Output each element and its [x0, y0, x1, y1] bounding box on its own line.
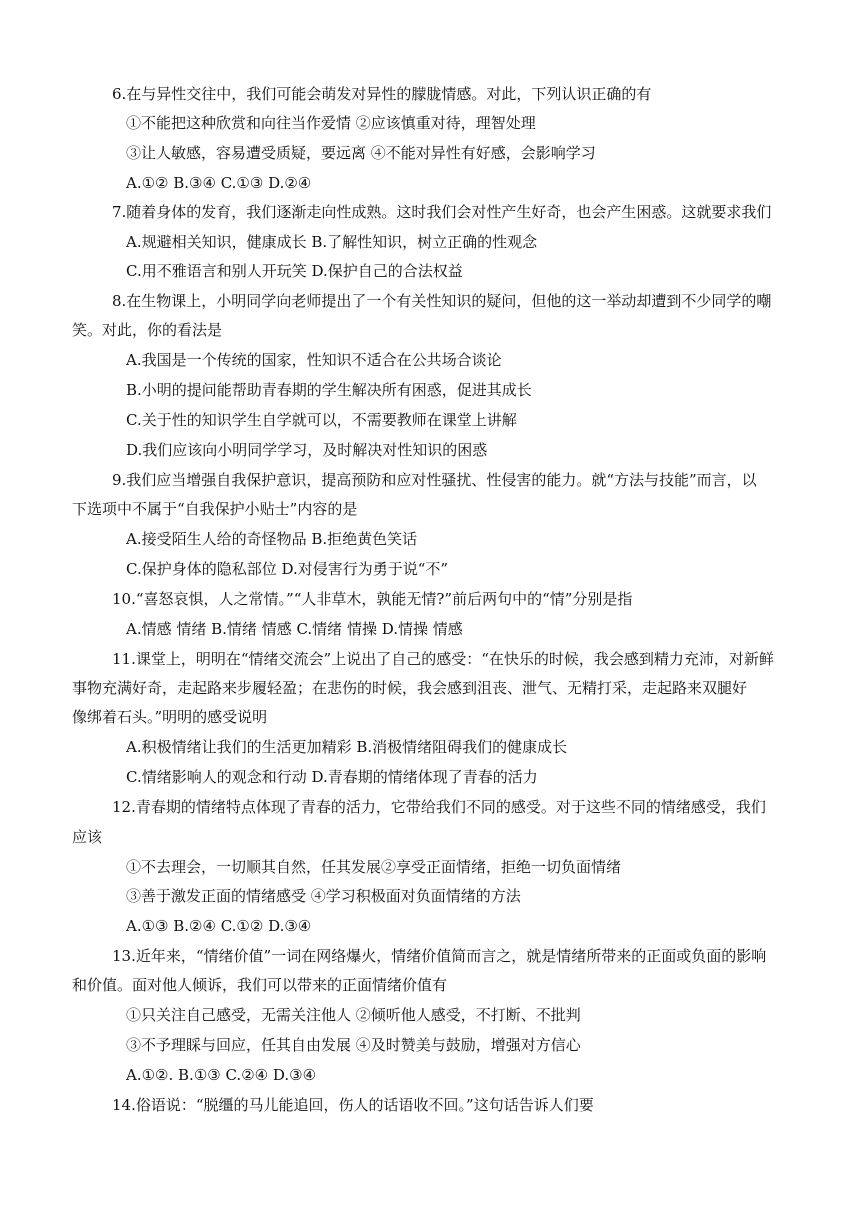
question-7-stem: 7.随着身体的发育，我们逐渐走向性成熟。这时我们会对性产生好奇，也会产生困惑。这就要求我们 [112, 203, 772, 221]
question-6-statements-1: ①不能把这种欣赏和向往当作爱情 ②应该慎重对待，理智处理 [126, 114, 536, 132]
question-8-option-c: C.关于性的知识学生自学就可以，不需要教师在课堂上讲解 [126, 411, 517, 429]
question-13-statements-2: ③不予理睬与回应，任其自由发展 ④及时赞美与鼓励，增强对方信心 [126, 1036, 581, 1054]
question-13-stem-2: 和价值。面对他人倾诉，我们可以带来的正面情绪价值有 [72, 976, 448, 994]
question-13-choices: A.①②. B.①③ C.②④ D.③④ [126, 1066, 317, 1084]
question-10-choices: A.情感 情绪 B.情绪 情感 C.情绪 情操 D.情操 情感 [126, 620, 463, 638]
question-8-option-d: D.我们应该向小明同学学习，及时解决对性知识的困惑 [126, 441, 488, 459]
question-12-statements-2: ③善于激发正面的情绪感受 ④学习积极面对负面情绪的方法 [126, 887, 521, 905]
question-11-options-ab: A.积极情绪让我们的生活更加精彩 B.消极情绪阻碍我们的健康成长 [126, 738, 568, 756]
question-11-stem-2: 事物充满好奇，走起路来步履轻盈；在悲伤的时候，我会感到沮丧、泄气、无精打采，走起路来双腿好 [72, 679, 748, 697]
question-12-stem-2: 应该 [72, 828, 103, 846]
question-8-option-b: B.小明的提问能帮助青春期的学生解决所有困惑，促进其成长 [126, 381, 532, 399]
question-8-stem-1: 8.在生物课上，小明同学向老师提出了一个有关性知识的疑问，但他的这一举动却遭到不少同学的嘲 [112, 292, 772, 310]
question-13-stem-1: 13.近年来，“情绪价值”一词在网络爆火，情绪价值简而言之，就是情绪所带来的正面或负面的影响 [112, 947, 767, 965]
question-8-option-a: A.我国是一个传统的国家，性知识不适合在公共场合谈论 [126, 351, 502, 369]
question-11-stem-3: 像绑着石头。”明明的感受说明 [72, 708, 268, 726]
question-6-stem: 6.在与异性交往中，我们可能会萌发对异性的朦胧情感。对此，下列认识正确的有 [112, 85, 652, 103]
question-12-choices: A.①③ B.②④ C.①② D.③④ [126, 917, 312, 935]
question-12-stem-1: 12.青春期的情绪特点体现了青春的活力，它带给我们不同的感受。对于这些不同的情绪感受，我们 [112, 798, 766, 816]
question-9-options-ab: A.接受陌生人给的奇怪物品 B.拒绝黄色笑话 [126, 530, 418, 548]
question-13-statements-1: ①只关注自己感受，无需关注他人 ②倾听他人感受，不打断、不批判 [126, 1006, 581, 1024]
question-11-options-cd: C.情绪影响人的观念和行动 D.青春期的情绪体现了青春的活力 [126, 768, 538, 786]
question-12-statements-1: ①不去理会，一切顺其自然，任其发展②享受正面情绪，拒绝一切负面情绪 [126, 858, 622, 876]
question-8-stem-2: 笑。对此，你的看法是 [72, 321, 223, 339]
question-9-stem-1: 9.我们应当增强自我保护意识，提高预防和应对性骚扰、性侵害的能力。就“方法与技能”而言，以 [112, 471, 757, 489]
question-14-stem: 14.俗语说：“脱缰的马儿能追回，伤人的话语收不回。”这句话告诉人们要 [112, 1096, 594, 1114]
question-9-stem-2: 下选项中不属于“自我保护小贴士”内容的是 [72, 500, 358, 518]
question-6-choices: A.①② B.③④ C.①③ D.②④ [126, 174, 312, 192]
question-10-stem: 10.“喜怒哀惧，人之常情。”“人非草木，孰能无情?”前后两句中的“情”分别是指 [112, 590, 633, 608]
question-11-stem-1: 11.课堂上，明明在“情绪交流会”上说出了自己的感受：“在快乐的时候，我会感到精力充沛，对新鲜 [112, 650, 774, 668]
question-7-options-ab: A.规避相关知识，健康成长 B.了解性知识，树立正确的性观念 [126, 233, 538, 251]
question-9-options-cd: C.保护身体的隐私部位 D.对侵害行为勇于说“不” [126, 560, 449, 578]
question-6-statements-2: ③让人敏感，容易遭受质疑，要远离 ④不能对异性有好感，会影响学习 [126, 144, 596, 162]
question-7-options-cd: C.用不雅语言和别人开玩笑 D.保护自己的合法权益 [126, 262, 463, 280]
